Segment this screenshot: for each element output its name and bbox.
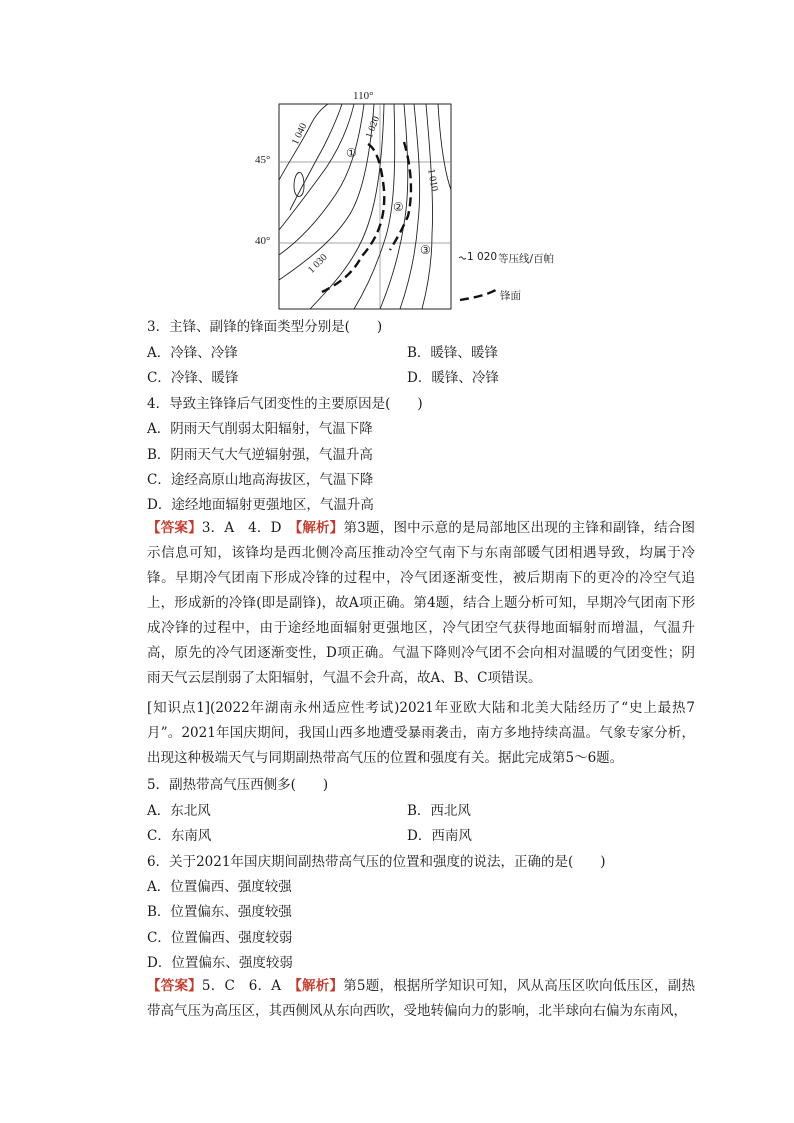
q6-stem: 6．关于2021年国庆期间副热带高气压的位置和强度的说法，正确的是( )	[147, 854, 606, 870]
analysis-text: 第3题，图中示意的是局部地区出现的主锋和副锋，结合图示信息可知，该锋均是西北侧冷高压推动冷空气南下与东南部暖气团相遇导致，均属于冷锋。早期冷气团南下形成冷锋的过程中，冷气团逐渐变性，被后期南下的更冷的冷空气追上，形成新的冷锋(即是副锋)，故A项正确。第4题，结合上题分析可知，早期冷气团南下形成冷锋的过程中，由于途经地面辐射更强地区，冷气团空气获得地面辐射而增温，气温升高，原先的冷气团逐渐变性，D项正确。气温下降则冷气团不会向相对温暖的气团变性；阴雨天气云层削弱了太阳辐射，气温不会升高，故A、B、C项错误。	[147, 520, 696, 686]
isobar-label-1020: 1 020	[364, 114, 383, 140]
q3-option-a: A．冷锋、冷锋	[147, 345, 238, 361]
q4-option-a: A．阴雨天气削弱太阳辐射，气温下降	[147, 421, 373, 437]
answer-tag: 【答案】	[147, 520, 202, 536]
main-front	[322, 144, 384, 292]
isobar-label-1010: 1 010	[425, 168, 440, 193]
knowledge-point-paragraph: [知识点1](2022年湖南永州适应性考试)2021年亚欧大陆和北美大陆经历了“史上最热7月”。2021年国庆期间，我国山西多地遭受暴雨袭击，南方多地持续高温。气象专家分析，出现这种极端天气与同期副热带高气压的位置和强度有关。据此完成第5～6题。	[147, 700, 695, 766]
legend-front-symbol	[460, 290, 496, 300]
q6-option-b: B．位置偏东、强度较强	[147, 904, 292, 920]
q5-option-d: D．西南风	[407, 828, 472, 844]
q3-stem: 3．主锋、副锋的锋面类型分别是( )	[147, 319, 383, 335]
q3-option-b: B．暖锋、暖锋	[407, 345, 498, 361]
legend-isobar-value: 1 020	[467, 251, 498, 263]
lon-label: 110°	[353, 90, 374, 102]
lat-40-label: 40°	[255, 235, 271, 247]
legend-isobar-symbol	[459, 257, 466, 259]
analysis-text: 第5题，根据所学知识可知，风从高压区吹向低压区，副热带高气压为高压区，其西侧风从东向西吹，受地转偏向力的影响，北半球向右偏为东南风，	[147, 978, 696, 1019]
legend-front-text: 锋面	[500, 290, 521, 302]
isobar-map-figure	[250, 90, 580, 315]
q6-option-a: A．位置偏西、强度较强	[147, 879, 292, 895]
legend-isobar-text: 等压线/百帕	[498, 253, 555, 265]
q4-option-c: C．途经高原山地高海拔区，气温下降	[147, 472, 374, 488]
q5-option-b: B．西北风	[407, 803, 471, 819]
analysis-tag: 【解析】	[295, 520, 344, 536]
answer-block-3-4	[126, 516, 695, 691]
q3-option-c: C．冷锋、暖锋	[147, 370, 239, 386]
front-marker-1: ①	[346, 146, 357, 160]
front-marker-3: ③	[420, 243, 431, 257]
q5-stem: 5．副热带高气压西侧多( )	[147, 777, 329, 793]
answer-tag: 【答案】	[147, 978, 202, 994]
answer-text: 5．C 6．A	[201, 978, 296, 994]
q6-option-d: D．位置偏东、强度较弱	[147, 955, 293, 971]
analysis-tag: 【解析】	[295, 978, 344, 994]
front-marker-2: ②	[393, 200, 404, 214]
q5-option-c: C．东南风	[147, 828, 212, 844]
q6-option-c: C．位置偏西、强度较弱	[147, 930, 293, 946]
q4-option-d: D．途经地面辐射更强地区，气温升高	[147, 497, 374, 513]
lat-45-label: 45°	[255, 154, 271, 166]
q4-option-b: B．阴雨天气大气逆辐射强，气温升高	[147, 447, 373, 463]
answer-block-5-6	[126, 974, 695, 1024]
q4-stem: 4．导致主锋锋后气团变性的主要原因是( )	[147, 396, 423, 412]
q3-option-d: D．暖锋、冷锋	[407, 370, 499, 386]
q5-option-a: A．东北风	[147, 803, 211, 819]
answer-text: 3．A 4．D	[201, 520, 296, 536]
isobar-label-1030: 1 030	[306, 252, 330, 276]
isobar-label-1040: 1 040	[290, 121, 310, 147]
